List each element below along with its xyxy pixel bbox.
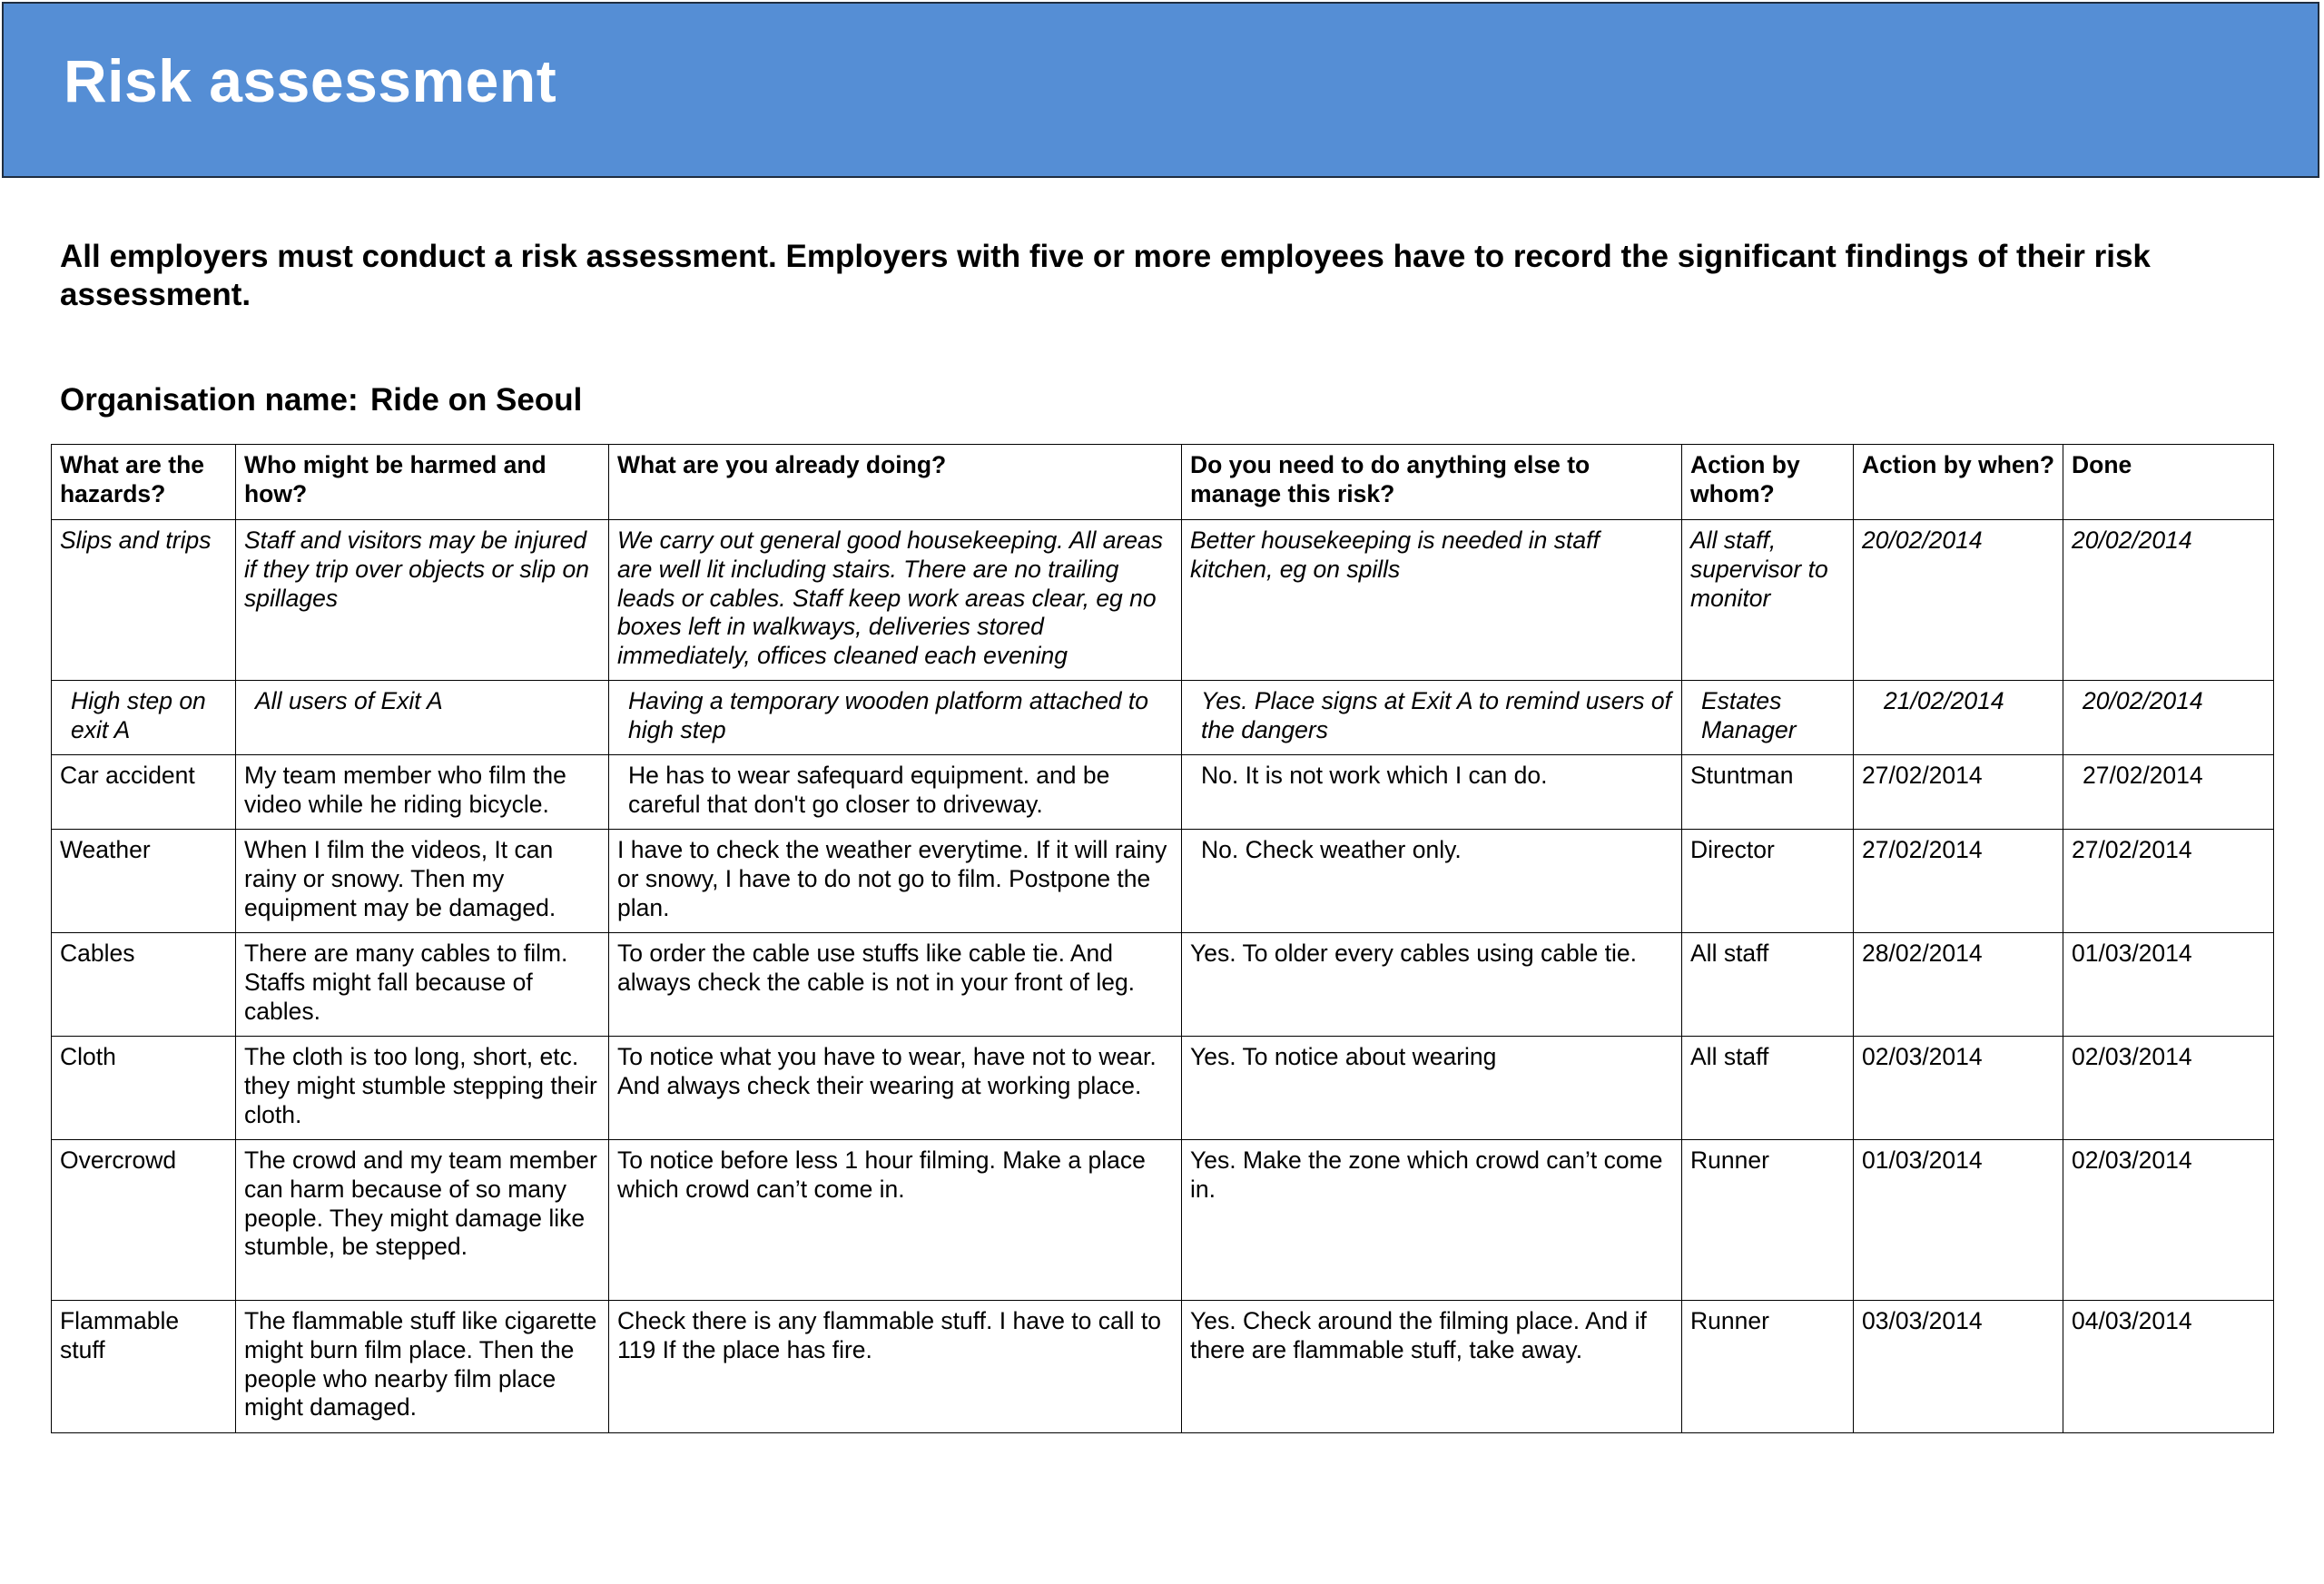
when-cell: 01/03/2014 bbox=[1854, 1140, 2063, 1301]
whom-cell: All staff bbox=[1682, 933, 1854, 1037]
table-row bbox=[52, 830, 2274, 933]
done-text: 27/02/2014 bbox=[2083, 762, 2203, 789]
header-hazards: What are the hazards? bbox=[52, 445, 236, 520]
when-cell: 03/03/2014 bbox=[1854, 1301, 2063, 1433]
hazard-cell: Overcrowd bbox=[52, 1140, 236, 1301]
hazard-cell: Cables bbox=[52, 933, 236, 1037]
more-cell: Yes. To notice about wearing bbox=[1182, 1037, 1682, 1140]
when-text: 21/02/2014 bbox=[1884, 687, 2004, 714]
organisation-name: Ride on Seoul bbox=[370, 382, 583, 418]
hazard-cell: Cloth bbox=[52, 1037, 236, 1140]
whom-cell: All staff, supervisor to monitor bbox=[1682, 520, 1854, 681]
page-title: Risk assessment bbox=[64, 47, 557, 114]
table-row bbox=[52, 520, 2274, 681]
doing-cell: To notice before less 1 hour filming. Make a place which crowd can’t come in. bbox=[609, 1140, 1182, 1301]
more-text: Yes. Place signs at Exit A to remind users of the dangers bbox=[1201, 687, 1671, 743]
who-cell: The crowd and my team member can harm because of so many people. They might damage like stumble, be stepped. bbox=[236, 1140, 609, 1301]
when-cell: 28/02/2014 bbox=[1854, 933, 2063, 1037]
more-cell: Yes. Check around the filming place. And if there are flammable stuff, take away. bbox=[1182, 1301, 1682, 1433]
intro-text: All employers must conduct a risk assessment. Employers with five or more employees have to record the significant findings of their risk assessment. bbox=[60, 239, 2151, 312]
who-cell: There are many cables to film. Staffs might fall because of cables. bbox=[236, 933, 609, 1037]
done-cell bbox=[2063, 755, 2274, 830]
organisation-label: Organisation name: bbox=[60, 382, 359, 418]
done-cell: 02/03/2014 bbox=[2063, 1037, 2274, 1140]
doing-text: Having a temporary wooden platform attached to high step bbox=[628, 687, 1149, 743]
who-cell: Staff and visitors may be injured if they trip over objects or slip on spillages bbox=[236, 520, 609, 681]
more-cell bbox=[1182, 830, 1682, 933]
more-cell: Yes. To older every cables using cable tie. bbox=[1182, 933, 1682, 1037]
whom-cell: Runner bbox=[1682, 1301, 1854, 1433]
done-cell: 20/02/2014 bbox=[2063, 520, 2274, 681]
doing-cell: Check there is any flammable stuff. I have to call to 119 If the place has fire. bbox=[609, 1301, 1182, 1433]
table-row bbox=[52, 1301, 2274, 1433]
header-more: Do you need to do anything else to manage this risk? bbox=[1182, 445, 1682, 520]
more-cell bbox=[1182, 681, 1682, 755]
who-cell: The cloth is too long, short, etc. they might stumble stepping their cloth. bbox=[236, 1037, 609, 1140]
doing-cell: We carry out general good housekeeping. All areas are well lit including stairs. There are no trailing leads or cables. Staff keep work areas clear, eg no boxes left in walkways, deliveries stored immediately, offices cleaned each evening bbox=[609, 520, 1182, 681]
who-text: All users of Exit A bbox=[255, 687, 443, 714]
done-cell bbox=[2063, 681, 2274, 755]
header-banner bbox=[2, 2, 2319, 178]
header-done: Done bbox=[2063, 445, 2274, 520]
header-when: Action by when? bbox=[1854, 445, 2063, 520]
doing-cell: I have to check the weather everytime. If it will rainy or snowy, I have to do not go to film. Postpone the plan. bbox=[609, 830, 1182, 933]
hazard-cell: Slips and trips bbox=[52, 520, 236, 681]
when-cell: 27/02/2014 bbox=[1854, 830, 2063, 933]
hazard-cell bbox=[52, 681, 236, 755]
more-text: No. Check weather only. bbox=[1201, 836, 1462, 863]
hazard-cell: Flammable stuff bbox=[52, 1301, 236, 1433]
when-cell: 27/02/2014 bbox=[1854, 755, 2063, 830]
more-cell: Yes. Make the zone which crowd can’t come in. bbox=[1182, 1140, 1682, 1301]
table-header-row bbox=[52, 445, 2274, 520]
who-cell: When I film the videos, It can rainy or snowy. Then my equipment may be damaged. bbox=[236, 830, 609, 933]
doing-cell: To order the cable use stuffs like cable tie. And always check the cable is not in your front of leg. bbox=[609, 933, 1182, 1037]
table-row bbox=[52, 933, 2274, 1037]
whom-cell: Director bbox=[1682, 830, 1854, 933]
whom-cell: Stuntman bbox=[1682, 755, 1854, 830]
doing-cell: To notice what you have to wear, have not to wear. And always check their wearing at working place. bbox=[609, 1037, 1182, 1140]
done-cell: 04/03/2014 bbox=[2063, 1301, 2274, 1433]
done-text: 20/02/2014 bbox=[2083, 687, 2203, 714]
whom-cell: Runner bbox=[1682, 1140, 1854, 1301]
done-cell: 02/03/2014 bbox=[2063, 1140, 2274, 1301]
when-cell: 02/03/2014 bbox=[1854, 1037, 2063, 1140]
doing-cell bbox=[609, 755, 1182, 830]
table-row bbox=[52, 1140, 2274, 1301]
header-who: Who might be harmed and how? bbox=[236, 445, 609, 520]
done-cell: 01/03/2014 bbox=[2063, 933, 2274, 1037]
hazard-text: High step on exit A bbox=[71, 687, 206, 743]
table-row bbox=[52, 755, 2274, 830]
doing-cell bbox=[609, 681, 1182, 755]
whom-cell bbox=[1682, 681, 1854, 755]
header-whom: Action by whom? bbox=[1682, 445, 1854, 520]
more-cell: Better housekeeping is needed in staff kitchen, eg on spills bbox=[1182, 520, 1682, 681]
table-row bbox=[52, 1037, 2274, 1140]
who-cell bbox=[236, 681, 609, 755]
who-cell: My team member who film the video while he riding bicycle. bbox=[236, 755, 609, 830]
done-cell: 27/02/2014 bbox=[2063, 830, 2274, 933]
more-text: No. It is not work which I can do. bbox=[1201, 762, 1548, 789]
table-row bbox=[52, 681, 2274, 755]
header-doing: What are you already doing? bbox=[609, 445, 1182, 520]
when-cell: 20/02/2014 bbox=[1854, 520, 2063, 681]
organisation-line bbox=[60, 381, 582, 419]
when-cell bbox=[1854, 681, 2063, 755]
risk-assessment-table bbox=[51, 444, 2274, 1433]
doing-text: He has to wear safequard equipment. and be careful that don't go closer to driveway. bbox=[628, 762, 1110, 818]
who-cell: The flammable stuff like cigarette might burn film place. Then the people who nearby film place might damaged. bbox=[236, 1301, 609, 1433]
hazard-cell: Car accident bbox=[52, 755, 236, 830]
more-cell bbox=[1182, 755, 1682, 830]
hazard-cell: Weather bbox=[52, 830, 236, 933]
whom-cell: All staff bbox=[1682, 1037, 1854, 1140]
whom-text: Estates Manager bbox=[1701, 687, 1797, 743]
